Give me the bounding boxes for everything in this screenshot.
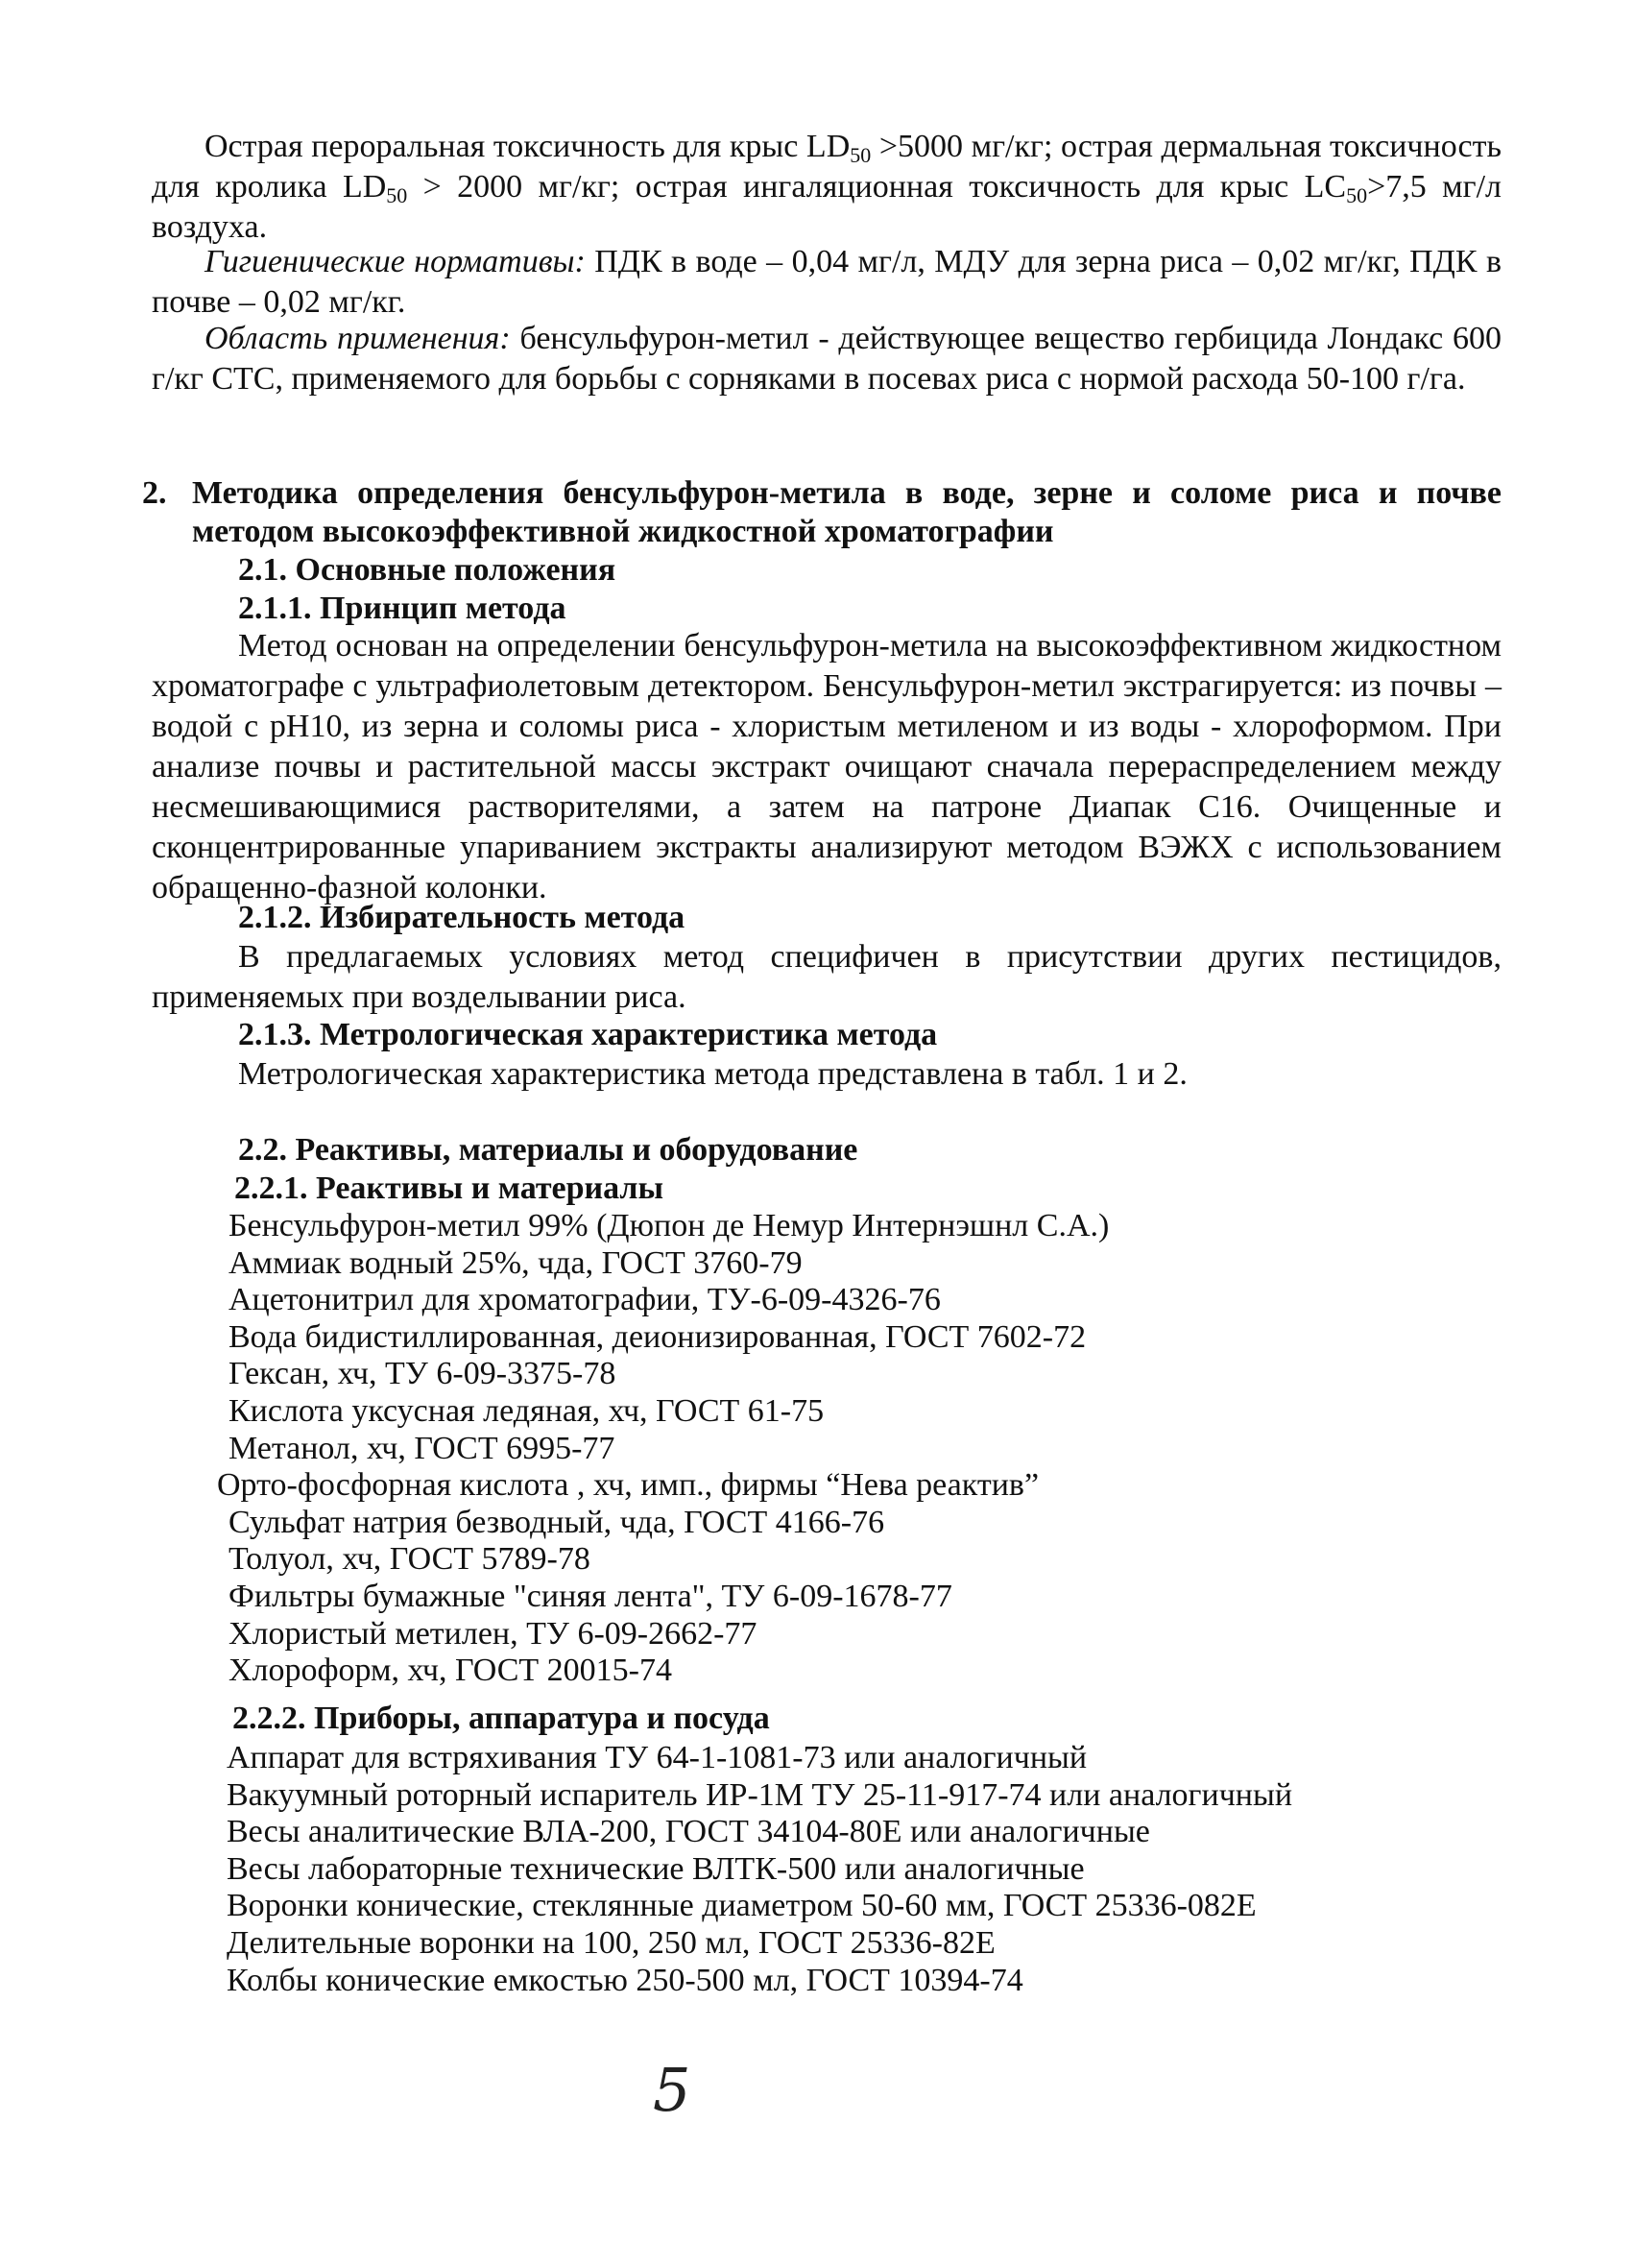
list-item: Ацетонитрил для хроматографии, ТУ-6-09-4326-76: [228, 1282, 941, 1318]
tox-text-3: > 2000 мг/кг; острая ингаляционная токсичность для крыс LC: [407, 169, 1347, 205]
list-item: Хлороформ, хч, ГОСТ 20015-74: [228, 1653, 673, 1689]
heading-2-2-1: 2.2.1. Реактивы и материалы: [234, 1170, 664, 1206]
list-item: Воронки конические, стеклянные диаметром 50-60 мм, ГОСТ 25336-082Е: [227, 1888, 1257, 1924]
heading-2-1-2: 2.1.2. Избирательность метода: [238, 900, 685, 935]
list-item: Делительные воронки на 100, 250 мл, ГОСТ 25336-82Е: [227, 1924, 996, 1961]
list-item: Хлористый метилен, ТУ 6-09-2662-77: [228, 1615, 757, 1652]
list-item: Орто-фосфорная кислота , хч, имп., фирмы “Нева реактив”: [217, 1467, 1040, 1504]
reagents-list: [217, 1208, 1110, 1690]
application-label: Область применения:: [204, 321, 511, 356]
list-item: Толуол, хч, ГОСТ 5789-78: [228, 1541, 590, 1578]
tox-text-1: Острая пероральная токсичность для крыс LD: [204, 129, 851, 164]
tox-sub-1: 50: [850, 143, 872, 167]
heading-2-1-3: 2.1.3. Метрологическая характеристика метода: [238, 1017, 938, 1052]
heading-2-2: 2.2. Реактивы, материалы и оборудование: [238, 1132, 858, 1168]
metrology-paragraph: Метрологическая характеристика метода представлена в табл. 1 и 2.: [238, 1056, 1188, 1092]
list-item: Весы лабораторные технические ВЛТК-500 или аналогичные: [227, 1850, 1085, 1887]
equipment-list: [227, 1740, 1292, 1999]
application-paragraph: [152, 319, 1502, 399]
list-item: Вакуумный роторный испаритель ИР-1М ТУ 25-11-917-74 или аналогичный: [227, 1776, 1293, 1813]
list-item: Кислота уксусная ледяная, хч, ГОСТ 61-75: [228, 1392, 825, 1429]
section-2-heading: [142, 474, 1502, 551]
hygiene-label: Гигиенические нормативы:: [204, 244, 586, 279]
tox-sub-3: 50: [1346, 183, 1368, 207]
hygiene-text: ПДК в воде – 0,04 мг/л, МДУ для зерна риса – 0,02 мг/кг, ПДК в почве – 0,02 мг/кг.: [152, 244, 1502, 320]
selectivity-paragraph: В предлагаемых условиях метод специфичен в присутствии других пестицидов, применяемых при возделывании риса.: [152, 939, 1502, 1015]
heading-2-2-2: 2.2.2. Приборы, аппаратура и посуда: [232, 1701, 770, 1736]
application-text: бенсульфурон-метил - действующее вещество гербицида Лондакс 600 г/кг СТС, применяемого для борьбы с сорняками в посевах риса с нормой расхода 50-100 г/га.: [152, 321, 1502, 397]
list-item: Колбы конические емкостью 250-500 мл, ГОСТ 10394-74: [227, 1962, 1023, 1998]
page-number: 5: [653, 2055, 691, 2125]
principle-paragraph: Метод основан на определении бенсульфурон-метила на высокоэффективном жидкостном хроматографе с ультрафиолетовым детектором. Бенсульфурон-метил экстрагируется: из почвы – водой с pH10, из зерна и соломы риса - хлористым метиленом и из воды - хлороформом. При анализе почвы и растительной массы экстракт очищают сначала перераспределением между несмешивающимися растворителями, а затем на патроне Диапак С16. Очищенные и сконцентрированные упариванием экстракты анализируют методом ВЭЖХ с использованием обращенно-фазной колонки.: [152, 628, 1502, 905]
list-item: Вода бидистиллированная, деионизированная, ГОСТ 7602-72: [228, 1318, 1087, 1355]
tox-text-2: >5000 мг/кг; острая дермальная токсичность для кролика LD: [152, 129, 1502, 205]
list-item: Бенсульфурон-метил 99% (Дюпон де Немур Интернэшнл С.А.): [228, 1208, 1110, 1243]
list-item: Фильтры бумажные "синяя лента", ТУ 6-09-1678-77: [228, 1578, 952, 1614]
list-item: Гексан, хч, ТУ 6-09-3375-78: [228, 1356, 616, 1392]
list-item: Метанол, хч, ГОСТ 6995-77: [228, 1430, 615, 1466]
tox-text-4: >7,5 мг/л воздуха.: [152, 169, 1502, 245]
list-item: Аммиак водный 25%, чда, ГОСТ 3760-79: [228, 1244, 803, 1281]
list-item: Сульфат натрия безводный, чда, ГОСТ 4166-76: [228, 1504, 885, 1540]
heading-2-1-1: 2.1.1. Принцип метода: [238, 591, 566, 626]
hygiene-paragraph: [152, 242, 1502, 323]
list-item: Весы аналитические ВЛА-200, ГОСТ 34104-80Е или аналогичные: [227, 1814, 1150, 1850]
heading-2-1: 2.1. Основные положения: [238, 552, 616, 588]
toxicity-paragraph: [152, 127, 1502, 248]
tox-sub-2: 50: [386, 183, 408, 207]
section-2-number: 2.: [142, 475, 167, 511]
list-item: Аппарат для встряхивания ТУ 64-1-1081-73 или аналогичный: [227, 1740, 1088, 1775]
section-2-title: Методика определения бенсульфурон-метила в воде, зерне и соломе риса и почве методом высокоэффективной жидкостной хроматографии: [192, 475, 1502, 549]
